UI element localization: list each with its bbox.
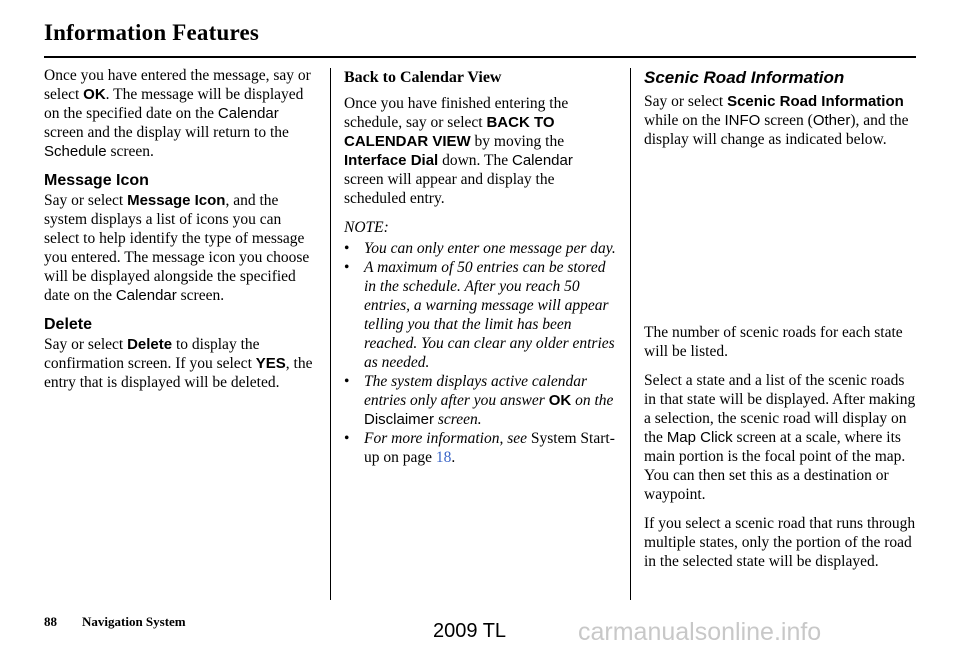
ui-term-message-icon: Message Icon — [127, 192, 226, 209]
ui-term-disclaimer: Disclaimer — [364, 411, 435, 428]
text: The system displays active calendar entries only after you answer — [364, 373, 587, 409]
text: Once you have finished entering the schedule, say or select — [344, 95, 569, 131]
text: screen at a scale, where its main portion is the focal point of the map. You can then set this as a destination or waypoint. — [644, 429, 906, 503]
column-divider — [630, 68, 631, 600]
image-placeholder — [644, 159, 918, 323]
text: screen. — [176, 287, 225, 304]
text: down. The — [438, 152, 512, 169]
footer-label: Navigation System — [82, 614, 186, 629]
ui-term-schedule: Schedule — [44, 143, 107, 160]
text: screen will appear and display the scheduled entry. — [344, 171, 555, 207]
ui-term-info: INFO — [724, 112, 761, 129]
heading-message-icon: Message Icon — [44, 172, 149, 189]
ui-term-interface-dial: Interface Dial — [344, 152, 439, 169]
text: on the — [571, 392, 614, 409]
heading-delete: Delete — [44, 316, 93, 333]
text: Select a state and a list of the scenic roads in that state will be displayed. After making a selection, the scenic road will display on the — [644, 372, 916, 446]
ui-term-scenic-road-information: Scenic Road Information — [727, 93, 904, 110]
ui-term-yes: YES — [255, 355, 286, 372]
column-right — [644, 66, 918, 581]
ui-term-delete: Delete — [127, 336, 173, 353]
paragraph-scenic-intro — [644, 92, 918, 149]
text: by moving the — [470, 133, 565, 150]
watermark-site: carmanualsonline.info — [578, 618, 822, 646]
reference-system-startup: System Start-up — [364, 430, 615, 466]
heading-back-to-calendar: Back to Calendar View — [344, 69, 502, 86]
note-item — [344, 429, 616, 467]
column-middle — [344, 66, 616, 467]
text: . The message will be displayed on the specified date on the — [44, 86, 304, 122]
ui-term-other: Other — [812, 112, 851, 129]
text: screen. — [106, 143, 154, 160]
text: to display the confirmation screen. If you select — [44, 336, 260, 372]
note-item — [344, 372, 616, 429]
ui-term-calendar: Calendar — [511, 152, 573, 169]
note-label: NOTE: — [344, 219, 389, 236]
page-title: Information Features — [44, 20, 260, 45]
note-item: • You can only enter one message per day. — [344, 239, 616, 258]
paragraph-scenic-select — [644, 371, 918, 504]
text: screen and the display will return to the — [44, 124, 289, 141]
text: Say or select — [644, 93, 728, 110]
ui-term-map-click: Map Click — [666, 429, 733, 446]
ui-term-calendar: Calendar — [115, 287, 177, 304]
column-left — [44, 66, 316, 402]
paragraph-delete — [44, 335, 316, 392]
ui-term-ok: OK — [548, 392, 572, 409]
text: Once you have entered the message, say or select — [44, 67, 311, 103]
text: ), and the display will change as indicated below. — [644, 112, 909, 148]
text: while on the — [644, 112, 725, 129]
text: , and the system displays a list of icons you can select to help identify the type of message you entered. The message icon you choose will be displayed alongside the specified date on the — [44, 192, 310, 304]
ui-term-ok: OK — [83, 86, 106, 103]
header-rule — [44, 56, 916, 58]
paragraph-scenic-count: The number of scenic roads for each state will be listed. — [644, 324, 903, 360]
text: Say or select — [44, 192, 128, 209]
column-divider — [330, 68, 331, 600]
heading-scenic-road: Scenic Road Information — [644, 68, 845, 87]
text: screen. — [434, 411, 482, 428]
text: Say or select — [44, 336, 128, 353]
note-item: • A maximum of 50 entries can be stored in the schedule. After you reach 50 entries, a warning message will appear telling you that the limit has been reached. You can clear any older entries as needed. — [344, 258, 616, 372]
text: For more information, see — [364, 430, 531, 447]
text: on page — [379, 449, 436, 466]
notes-list — [344, 239, 616, 467]
page-number: 88 — [44, 614, 57, 629]
text: . — [451, 449, 456, 466]
ui-term-back-to-calendar-view: BACK TO CALENDAR VIEW — [344, 114, 555, 150]
paragraph-intro — [44, 66, 316, 161]
watermark-model: 2009 TL — [433, 620, 507, 642]
text: , the entry that is displayed will be deleted. — [44, 355, 313, 391]
paragraph-message-icon — [44, 191, 316, 305]
paragraph-back-to-calendar — [344, 94, 616, 208]
page-link[interactable]: 18 — [435, 449, 452, 466]
text: screen ( — [760, 112, 813, 129]
ui-term-calendar: Calendar — [217, 105, 279, 122]
paragraph-scenic-multistate: If you select a scenic road that runs through multiple states, only the portion of the road in the selected state will be displayed. — [644, 515, 916, 570]
